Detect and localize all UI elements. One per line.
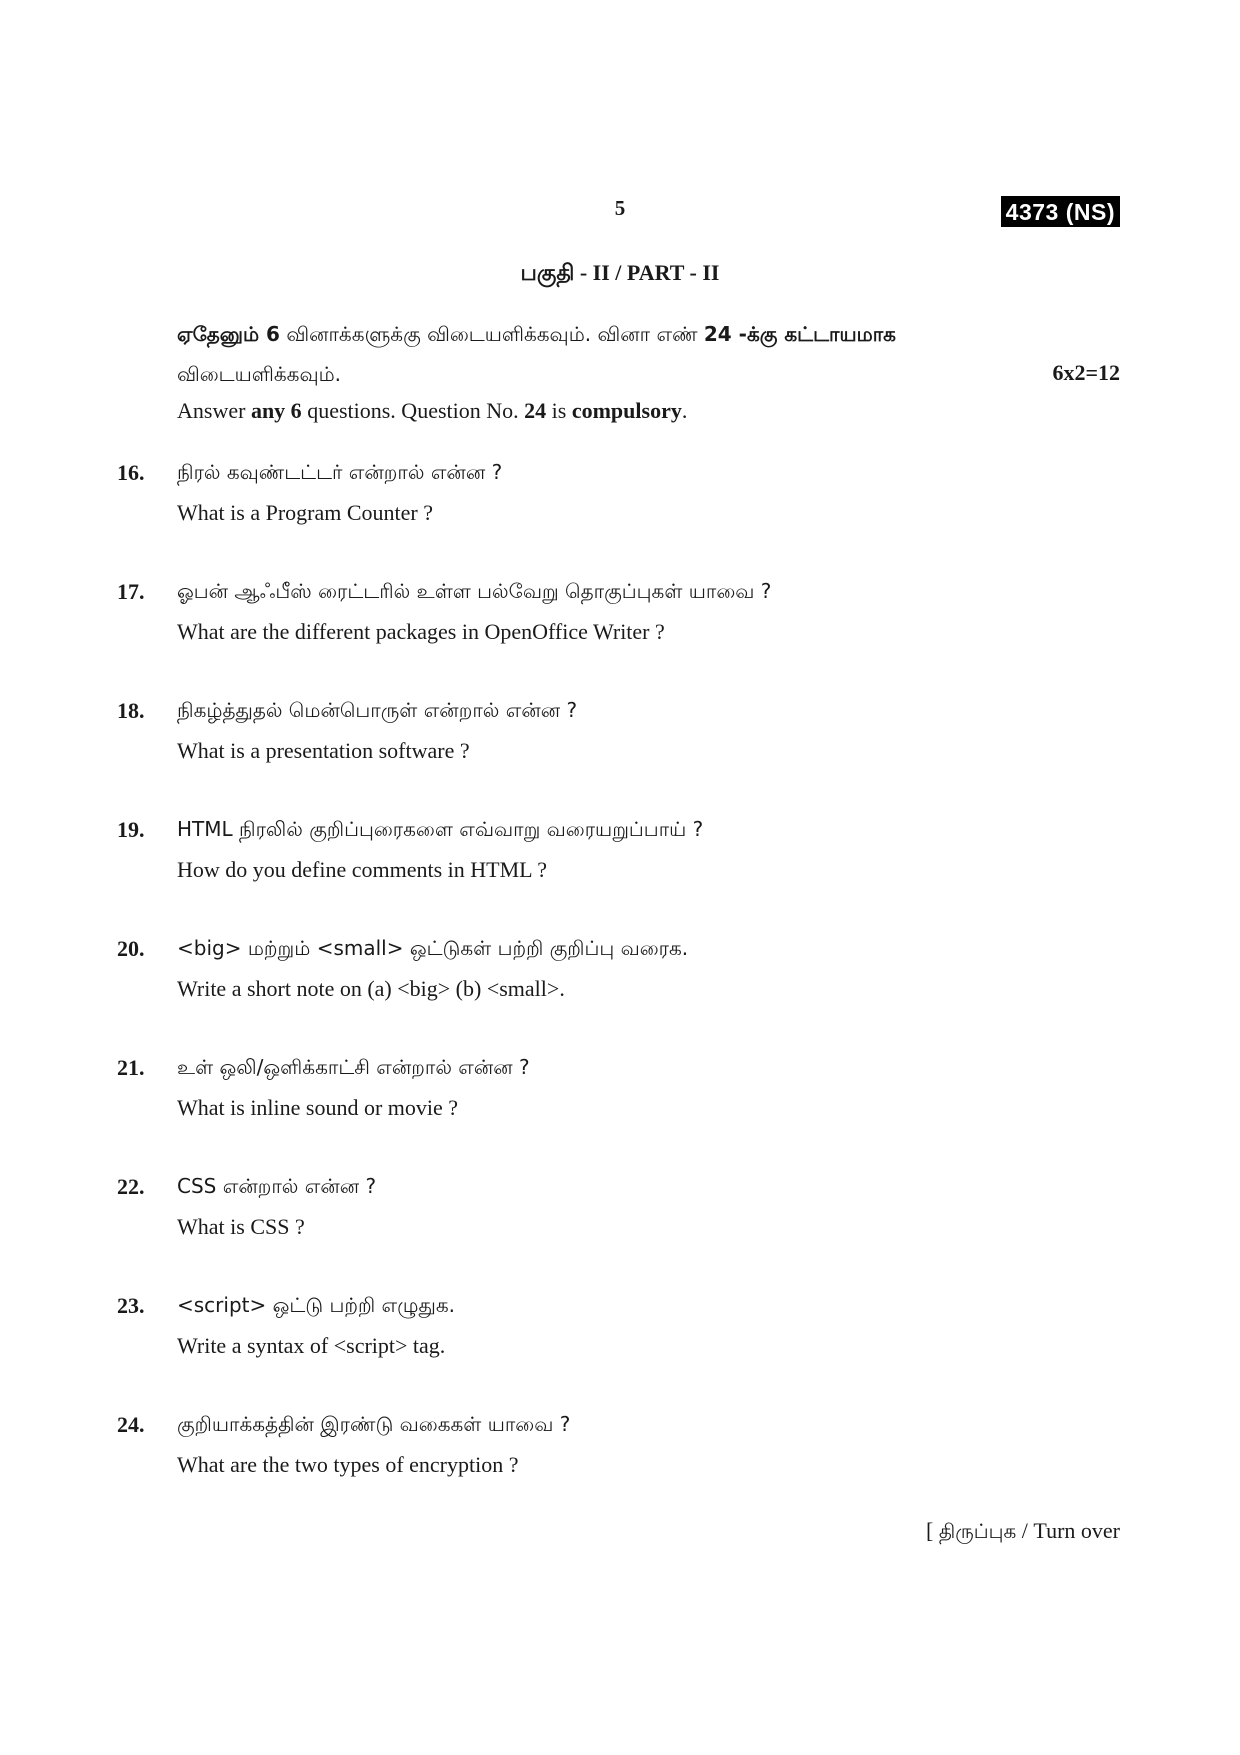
question-number: 18. bbox=[117, 698, 145, 723]
question-tamil: நிகழ்த்துதல் மென்பொருள் என்றால் என்ன ? bbox=[177, 698, 578, 722]
question-english: How do you define comments in HTML ? bbox=[177, 857, 548, 882]
question-number: 24. bbox=[117, 1412, 145, 1437]
question-tamil: ஓபன் ஆஃபீஸ் ரைட்டரில் உள்ள பல்வேறு தொகுப்புகள் யாவை ? bbox=[177, 579, 772, 603]
question-english: Write a syntax of <script> tag. bbox=[177, 1333, 446, 1358]
question-english: What is CSS ? bbox=[177, 1214, 305, 1239]
instruction-tamil-line-1 bbox=[177, 322, 1120, 349]
question-number: 16. bbox=[117, 460, 145, 485]
question-english: What are the two types of encryption ? bbox=[177, 1452, 519, 1477]
instruction-tamil-mid: வினாக்களுக்கு விடையளிக்கவும். வினா எண் bbox=[279, 322, 704, 346]
instruction-tamil-line-2: விடையளிக்கவும். bbox=[177, 362, 342, 386]
question-tamil: HTML நிரலில் குறிப்புரைகளை எவ்வாறு வரையறுப்பாய் ? bbox=[177, 817, 704, 841]
question-tamil: <script> ஒட்டு பற்றி எழுதுக. bbox=[177, 1293, 456, 1317]
question-number: 21. bbox=[117, 1055, 145, 1080]
question-english: What is a presentation software ? bbox=[177, 738, 470, 763]
question-tamil: குறியாக்கத்தின் இரண்டு வகைகள் யாவை ? bbox=[177, 1412, 571, 1436]
turn-over-note: [ திருப்புக / Turn over bbox=[925, 1518, 1120, 1543]
question-english: Write a short note on (a) <big> (b) <small>. bbox=[177, 976, 565, 1001]
question-number: 17. bbox=[117, 579, 145, 604]
question-tamil: CSS என்றால் என்ன ? bbox=[177, 1174, 377, 1198]
question-number: 22. bbox=[117, 1174, 145, 1199]
question-english: What is inline sound or movie ? bbox=[177, 1095, 459, 1120]
instruction-english: Answer any 6 questions. Question No. 24 is compulsory. bbox=[177, 398, 688, 423]
paper-code-badge: 4373 (NS) bbox=[1001, 196, 1120, 227]
instruction-tamil-bold-1: ஏதேனும் 6 bbox=[177, 322, 280, 346]
question-tamil: உள் ஒலி/ஒளிக்காட்சி என்றால் என்ன ? bbox=[177, 1055, 530, 1079]
question-number: 20. bbox=[117, 936, 145, 961]
question-english: What are the different packages in OpenOffice Writer ? bbox=[177, 619, 665, 644]
question-number: 23. bbox=[117, 1293, 145, 1318]
marks-allocation: 6x2=12 bbox=[1052, 360, 1120, 385]
question-english: What is a Program Counter ? bbox=[177, 500, 433, 525]
question-tamil: <big> மற்றும் <small> ஒட்டுகள் பற்றி குறிப்பு வரைக. bbox=[177, 936, 689, 960]
question-number: 19. bbox=[117, 817, 145, 842]
instruction-tamil-bold-2: 24 -க்கு கட்டாயமாக bbox=[703, 322, 896, 346]
question-tamil: நிரல் கவுண்டட்டர் என்றால் என்ன ? bbox=[177, 460, 503, 484]
page-number: 5 bbox=[614, 196, 626, 220]
part-title: பகுதி - II / PART - II bbox=[520, 260, 720, 285]
